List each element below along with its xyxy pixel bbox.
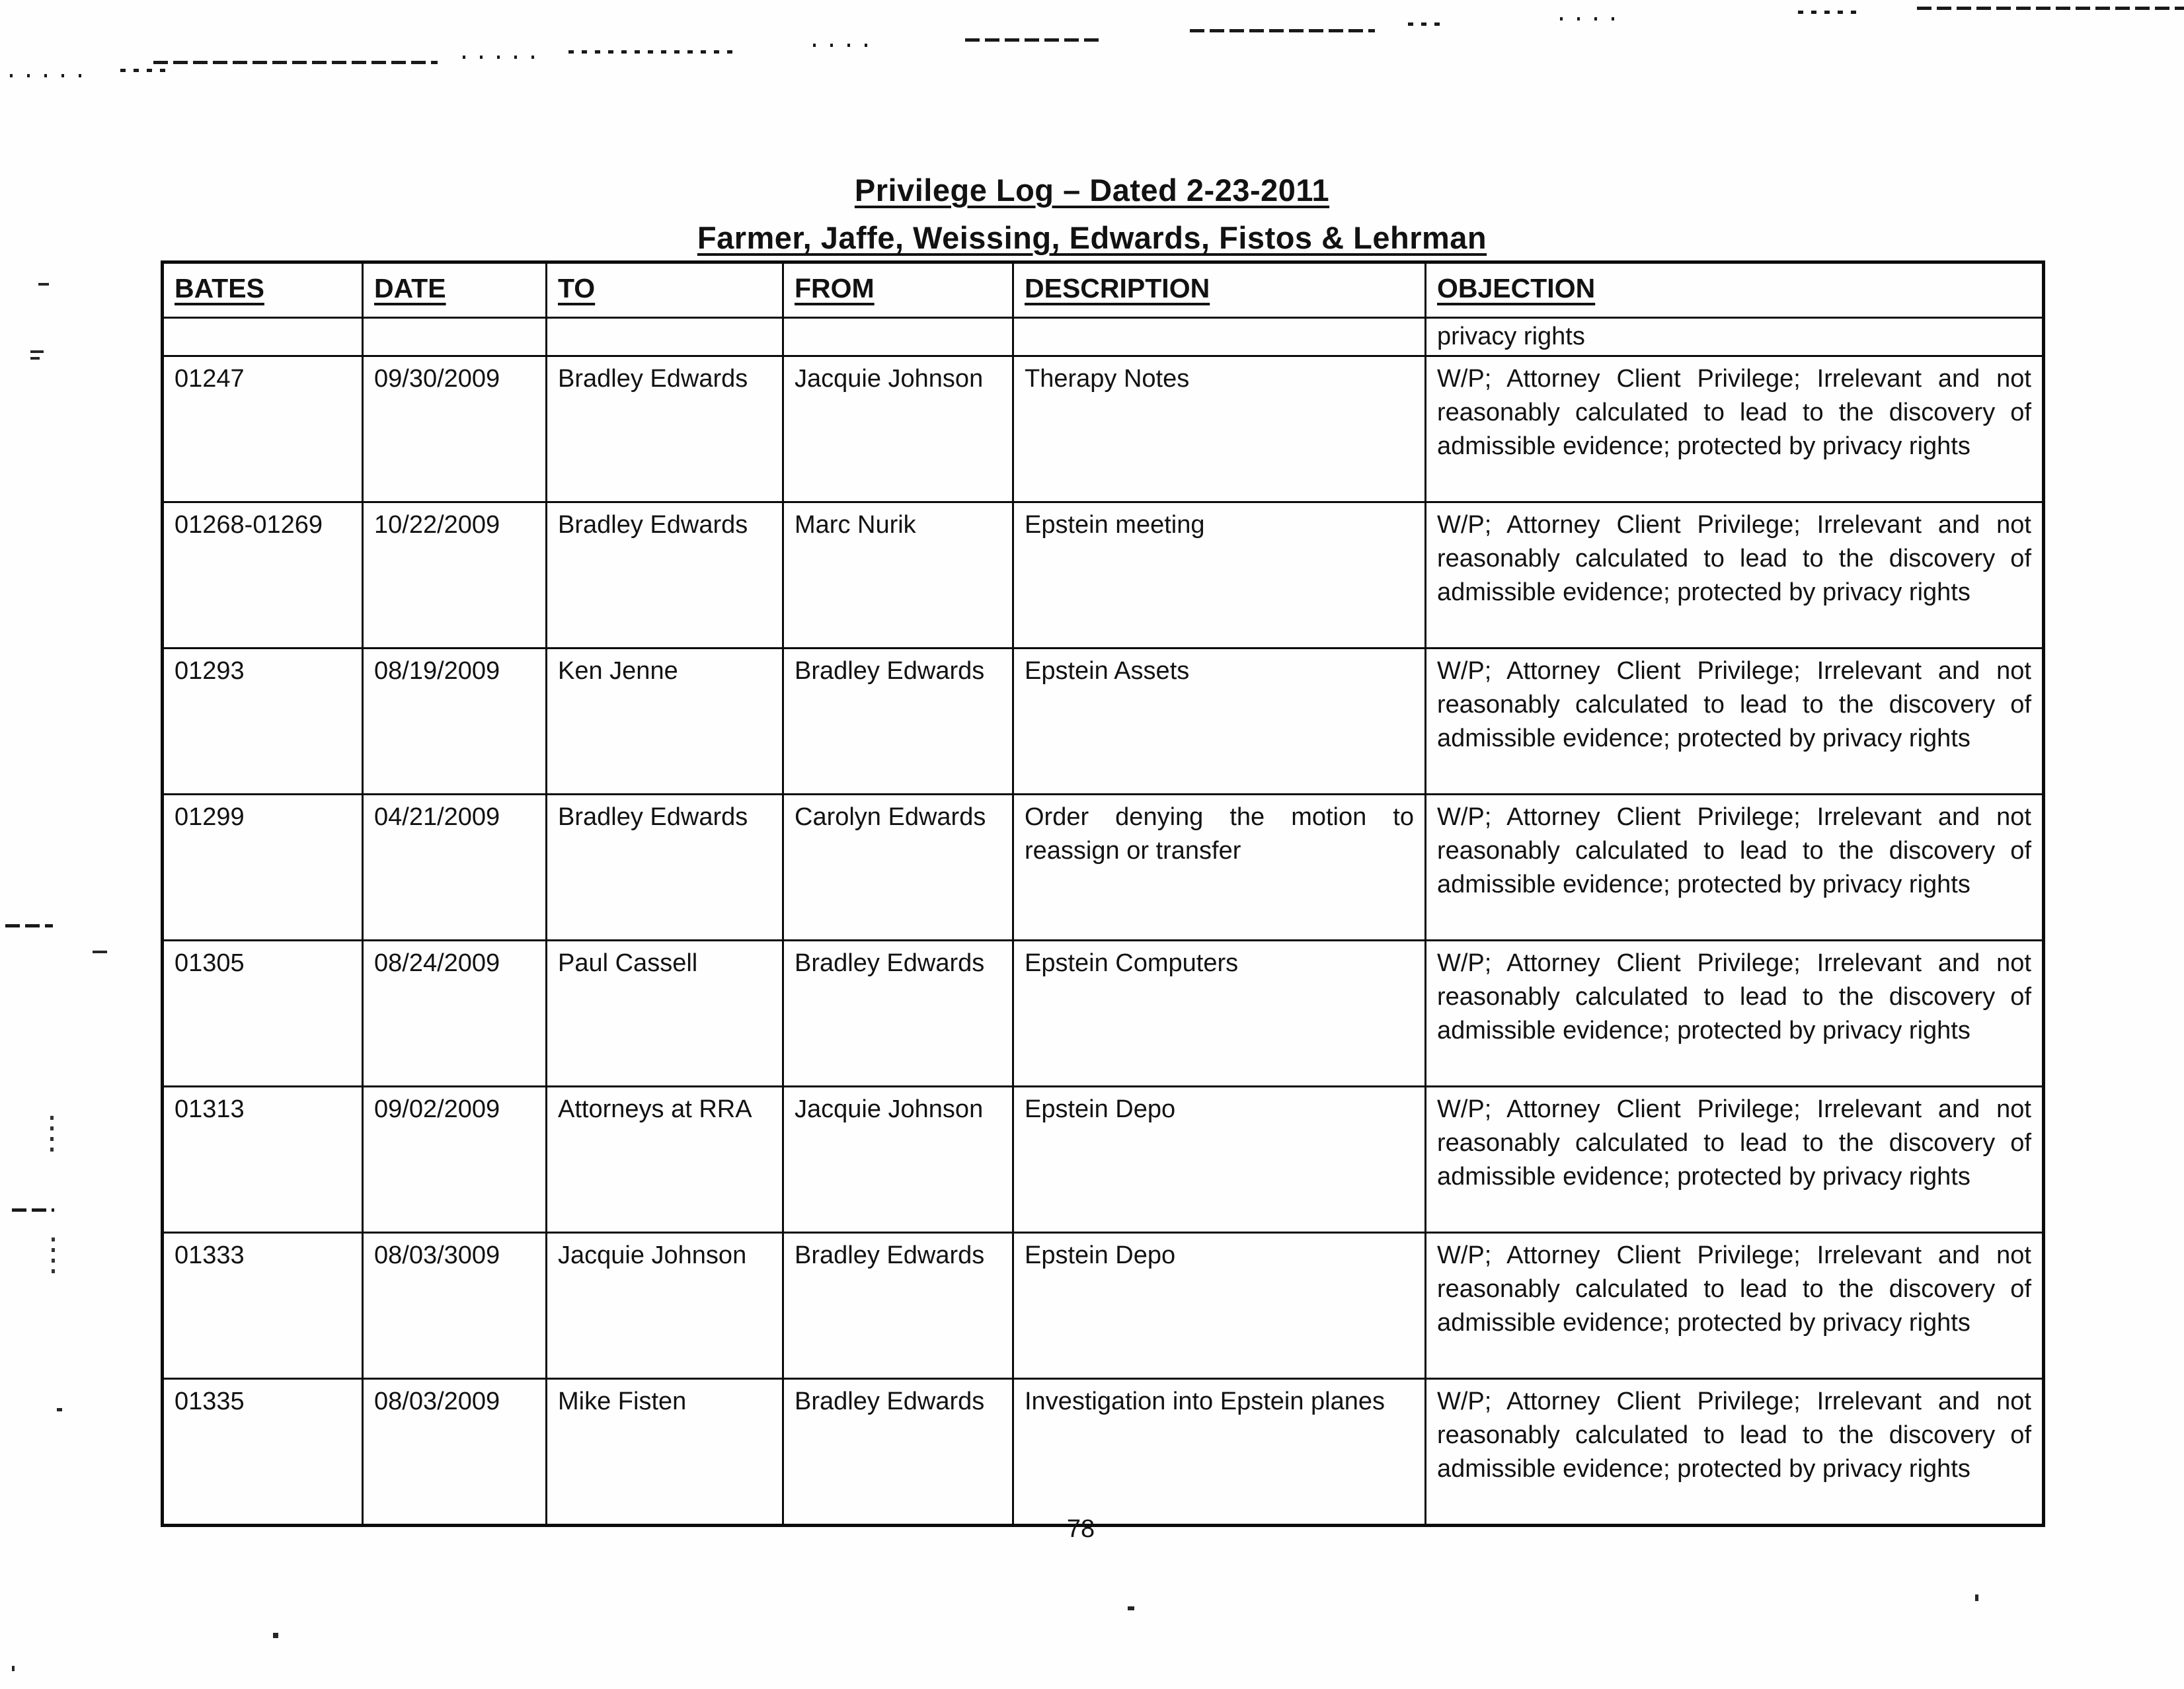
to-cell: Mike Fisten	[547, 1379, 783, 1526]
objection-cell: W/P; Attorney Client Privilege; Irrelevant and not reasonably calculated to lead to the discovery of admissible evidence; protected by privacy rights	[1426, 502, 2044, 648]
scan-artifact	[93, 951, 107, 953]
from-cell: Jacquie Johnson	[783, 356, 1013, 502]
document-title: Privilege Log – Dated 2-23-2011	[854, 173, 1330, 208]
scan-artifact	[1408, 22, 1448, 26]
column-header-from: FROM	[783, 262, 1013, 318]
from-cell: Bradley Edwards	[783, 1233, 1013, 1379]
scan-artifact	[10, 74, 96, 77]
privilege-log-table	[161, 260, 2045, 1527]
to-cell	[547, 318, 783, 356]
table-row	[163, 795, 2044, 941]
page-number: 78	[1066, 1515, 1095, 1543]
scan-artifact	[12, 1208, 54, 1212]
scan-artifact	[273, 1633, 278, 1638]
scan-artifact	[1917, 7, 2184, 10]
objection-cell: W/P; Attorney Client Privilege; Irrelevant and not reasonably calculated to lead to the discovery of admissible evidence; protected by privacy rights	[1426, 356, 2044, 502]
document-title-block	[0, 167, 2184, 262]
from-cell: Carolyn Edwards	[783, 795, 1013, 941]
bates-cell: 01305	[163, 941, 363, 1087]
date-cell: 09/02/2009	[363, 1087, 547, 1233]
scan-artifact	[50, 1116, 54, 1152]
date-cell: 08/24/2009	[363, 941, 547, 1087]
bates-cell: 01313	[163, 1087, 363, 1233]
objection-cell: privacy rights	[1426, 318, 2044, 356]
document-subtitle: Farmer, Jaffe, Weissing, Edwards, Fistos & Lehrman	[697, 220, 1487, 255]
date-cell: 08/03/3009	[363, 1233, 547, 1379]
description-cell	[1013, 318, 1426, 356]
table-row	[163, 1087, 2044, 1233]
to-cell: Jacquie Johnson	[547, 1233, 783, 1379]
table-row	[163, 1379, 2044, 1526]
objection-cell: W/P; Attorney Client Privilege; Irrelevant and not reasonably calculated to lead to the discovery of admissible evidence; protected by privacy rights	[1426, 941, 2044, 1087]
description-cell: Epstein Assets	[1013, 648, 1426, 795]
scan-artifact	[965, 38, 1104, 42]
table-row	[163, 356, 2044, 502]
from-cell: Bradley Edwards	[783, 648, 1013, 795]
bates-cell: 01268-01269	[163, 502, 363, 648]
objection-cell: W/P; Attorney Client Privilege; Irrelevant and not reasonably calculated to lead to the discovery of admissible evidence; protected by privacy rights	[1426, 1379, 2044, 1526]
bates-cell: 01299	[163, 795, 363, 941]
scan-artifact	[813, 44, 873, 47]
scan-artifact	[52, 1237, 55, 1278]
scan-artifact	[57, 1408, 62, 1411]
to-cell: Bradley Edwards	[547, 502, 783, 648]
from-cell: Marc Nurik	[783, 502, 1013, 648]
table-row	[163, 502, 2044, 648]
objection-cell: W/P; Attorney Client Privilege; Irrelevant and not reasonably calculated to lead to the discovery of admissible evidence; protected by privacy rights	[1426, 1233, 2044, 1379]
description-cell: Epstein meeting	[1013, 502, 1426, 648]
to-cell: Ken Jenne	[547, 648, 783, 795]
bates-cell: 01247	[163, 356, 363, 502]
description-cell: Therapy Notes	[1013, 356, 1426, 502]
date-cell: 08/03/2009	[363, 1379, 547, 1526]
to-cell: Bradley Edwards	[547, 356, 783, 502]
column-header-objection: OBJECTION	[1426, 262, 2044, 318]
date-cell	[363, 318, 547, 356]
scan-artifact	[568, 50, 740, 54]
scan-artifact	[1975, 1594, 1978, 1601]
description-cell: Order denying the motion to reassign or transfer	[1013, 795, 1426, 941]
date-cell: 10/22/2009	[363, 502, 547, 648]
column-header-bates: BATES	[163, 262, 363, 318]
scan-artifact	[1560, 17, 1619, 20]
objection-cell: W/P; Attorney Client Privilege; Irrelevant and not reasonably calculated to lead to the discovery of admissible evidence; protected by privacy rights	[1426, 795, 2044, 941]
scan-artifact	[120, 69, 167, 72]
description-cell: Epstein Computers	[1013, 941, 1426, 1087]
to-cell: Attorneys at RRA	[547, 1087, 783, 1233]
scan-artifact	[12, 1666, 15, 1671]
bates-cell: 01335	[163, 1379, 363, 1526]
column-header-description: DESCRIPTION	[1013, 262, 1426, 318]
scan-artifact	[38, 283, 49, 286]
scan-artifact	[153, 61, 438, 64]
from-cell: Bradley Edwards	[783, 1379, 1013, 1526]
scan-artifact	[1128, 1606, 1134, 1610]
date-cell: 08/19/2009	[363, 648, 547, 795]
bates-cell: 01293	[163, 648, 363, 795]
description-cell: Investigation into Epstein planes	[1013, 1379, 1426, 1526]
bates-cell: 01333	[163, 1233, 363, 1379]
scan-artifact	[30, 357, 40, 360]
scan-artifact	[30, 350, 44, 353]
to-cell: Bradley Edwards	[547, 795, 783, 941]
table-row-continuation	[163, 318, 2044, 356]
table-row	[163, 648, 2044, 795]
from-cell	[783, 318, 1013, 356]
column-header-date: DATE	[363, 262, 547, 318]
from-cell: Jacquie Johnson	[783, 1087, 1013, 1233]
scan-artifact	[1190, 29, 1375, 32]
bates-cell	[163, 318, 363, 356]
objection-cell: W/P; Attorney Client Privilege; Irrelevant and not reasonably calculated to lead to the discovery of admissible evidence; protected by privacy rights	[1426, 648, 2044, 795]
description-cell: Epstein Depo	[1013, 1087, 1426, 1233]
column-header-to: TO	[547, 262, 783, 318]
objection-cell: W/P; Attorney Client Privilege; Irrelevant and not reasonably calculated to lead to the discovery of admissible evidence; protected by privacy rights	[1426, 1087, 2044, 1233]
date-cell: 09/30/2009	[363, 356, 547, 502]
scan-artifact	[1798, 11, 1864, 14]
description-cell: Epstein Depo	[1013, 1233, 1426, 1379]
header-row	[163, 262, 2044, 318]
scan-artifact	[5, 924, 53, 927]
table-row	[163, 1233, 2044, 1379]
scan-artifact	[463, 56, 542, 59]
to-cell: Paul Cassell	[547, 941, 783, 1087]
from-cell: Bradley Edwards	[783, 941, 1013, 1087]
date-cell: 04/21/2009	[363, 795, 547, 941]
table-row	[163, 941, 2044, 1087]
